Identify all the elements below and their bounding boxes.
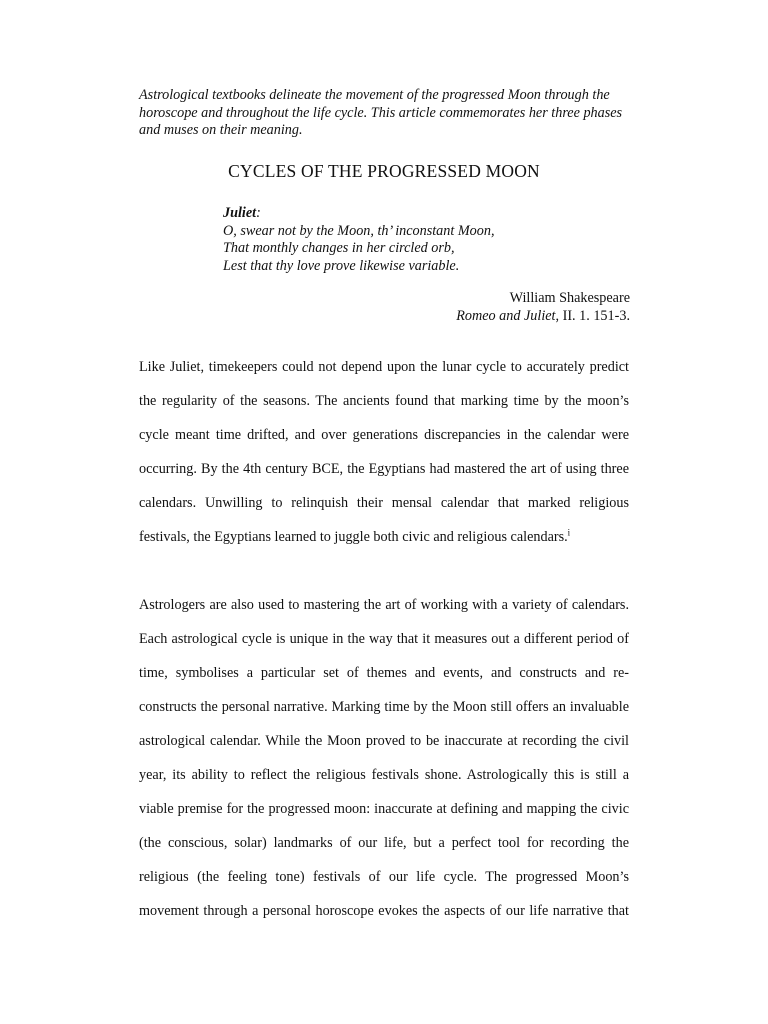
paragraph-line: the regularity of the seasons. The ancients found that marking time by the moon’s — [139, 393, 629, 409]
epigraph-line: That monthly changes in her circled orb, — [223, 240, 455, 256]
epigraph-attribution — [300, 290, 630, 325]
paragraph-line: year, its ability to reflect the religious festivals shone. Astrologically this is still a — [139, 767, 629, 783]
paragraph-line-text: festivals, the Egyptians learned to juggle both civic and religious calendars. — [139, 529, 568, 545]
paragraph-line: occurring. By the 4th century BCE, the Egyptians had mastered the art of using three — [139, 461, 629, 477]
epigraph-speaker: Juliet — [223, 205, 257, 221]
paragraph-line: calendars. Unwilling to relinquish their mensal calendar that marked religious — [139, 495, 629, 511]
body-paragraph-2 — [139, 588, 629, 928]
body-paragraph-1 — [139, 350, 629, 554]
article-title: CYCLES OF THE PROGRESSED MOON — [228, 161, 540, 181]
footnote-marker[interactable]: i — [567, 527, 571, 538]
attribution-work-title: Romeo and Juliet — [456, 307, 556, 324]
paragraph-line: time, symbolises a particular set of themes and events, and constructs and re- — [139, 665, 629, 681]
paragraph-line: Each astrological cycle is unique in the way that it measures out a different period of — [139, 631, 629, 647]
paragraph-line: Astrologers are also used to mastering the art of working with a variety of calendars. — [139, 597, 629, 613]
epigraph-speaker-line — [223, 205, 623, 223]
paragraph-line: religious (the feeling tone) festivals of our life cycle. The progressed Moon’s — [139, 869, 629, 885]
paragraph-line: astrological calendar. While the Moon proved to be inaccurate at recording the civil — [139, 733, 629, 749]
paragraph-line: cycle meant time drifted, and over generations discrepancies in the calendar were — [139, 427, 629, 443]
intro-line: and muses on their meaning. — [139, 122, 303, 138]
attribution-source — [300, 308, 630, 326]
paragraph-line-last — [139, 520, 629, 554]
attribution-author: William Shakespeare — [509, 290, 630, 306]
epigraph-line: Lest that thy love prove likewise variable. — [223, 257, 460, 274]
intro-abstract — [139, 87, 631, 140]
intro-line: Astrological textbooks delineate the movement of the progressed Moon through the — [139, 87, 610, 103]
paragraph-line: viable premise for the progressed moon: inaccurate at defining and mapping the civic — [139, 801, 629, 817]
epigraph-verse — [223, 205, 623, 275]
paragraph-line: constructs the personal narrative. Marking time by the Moon still offers an invaluable — [139, 699, 629, 715]
epigraph-line: O, swear not by the Moon, th’ inconstant Moon, — [223, 222, 495, 239]
paragraph-line: movement through a personal horoscope evokes the aspects of our life narrative that — [139, 903, 629, 919]
attribution-work-ref: , II. 1. 151-3. — [555, 307, 630, 324]
epigraph-speaker-punct: : — [256, 205, 261, 221]
intro-line: horoscope and throughout the life cycle. This article commemorates her three phases — [139, 104, 623, 121]
paragraph-line: (the conscious, solar) landmarks of our life, but a perfect tool for recording the — [139, 835, 629, 851]
paragraph-line: Like Juliet, timekeepers could not depend upon the lunar cycle to accurately predict — [139, 359, 629, 375]
